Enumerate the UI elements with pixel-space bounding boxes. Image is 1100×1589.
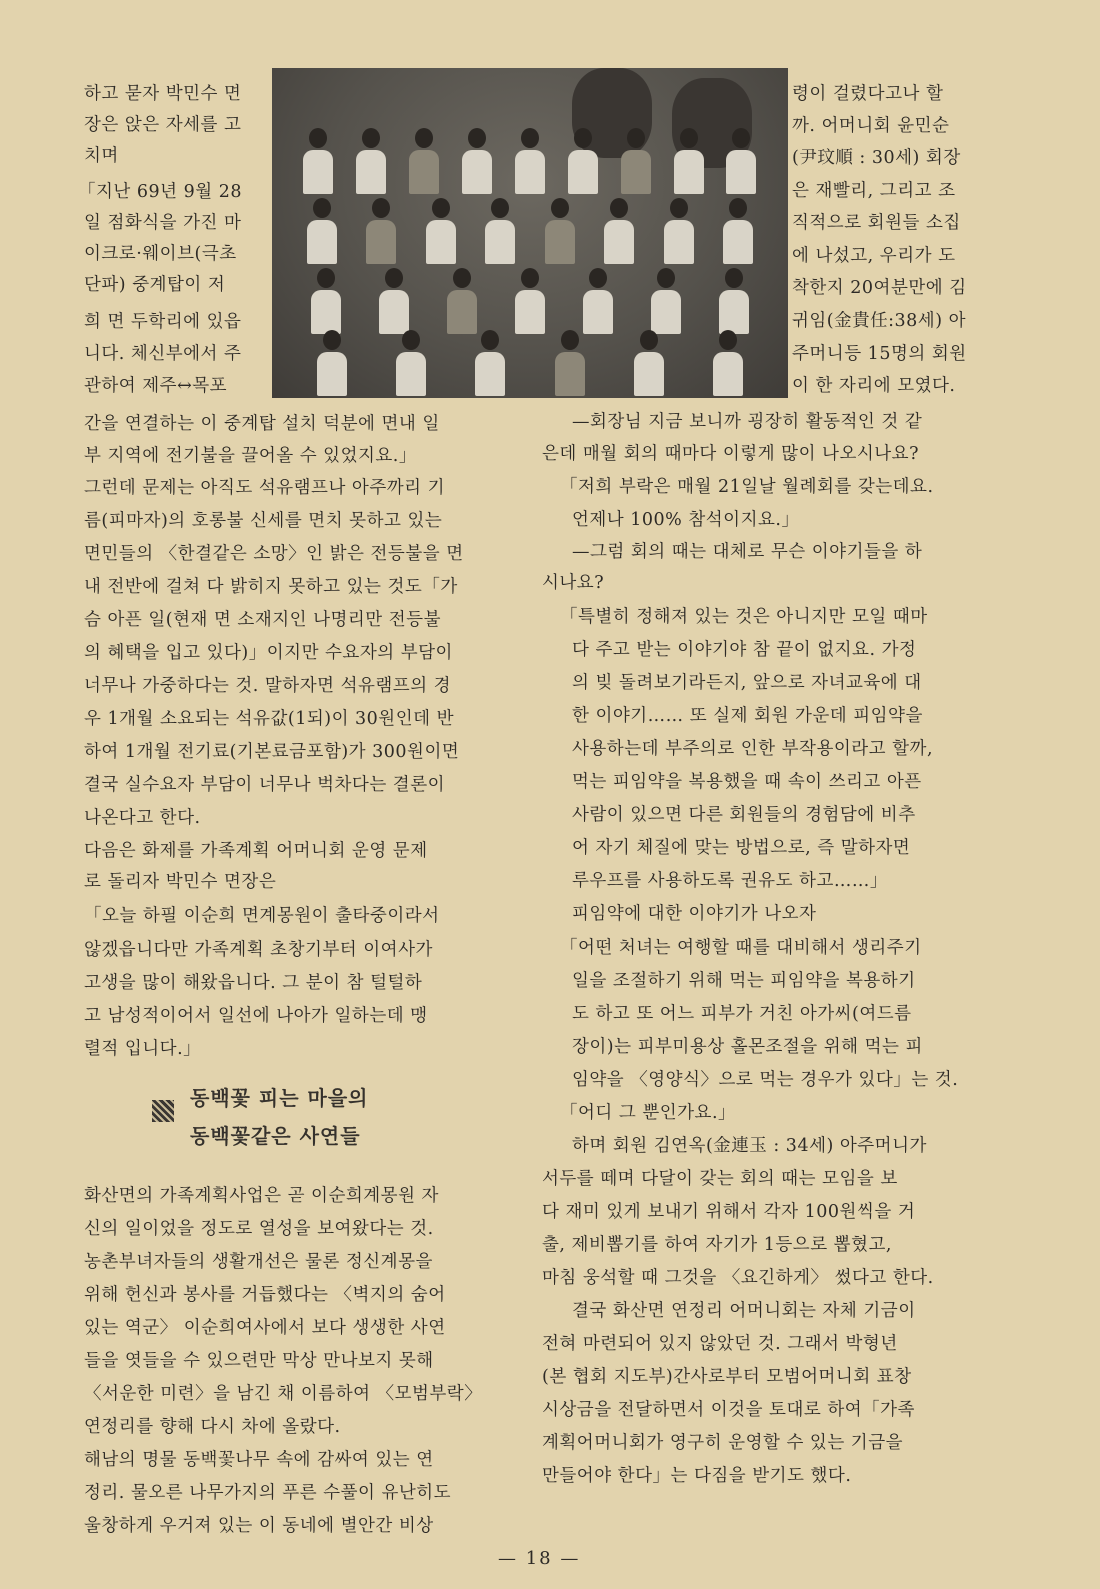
text-line: 다 주고 받는 이야기야 참 끝이 없지요. 가정	[572, 640, 917, 660]
person-figure	[664, 198, 694, 262]
text-line: —회장님 지금 보니까 굉장히 활동적인 것 같	[572, 412, 923, 432]
text-line: 어 자기 체질에 맞는 방법으로, 즉 말하자면	[572, 838, 911, 858]
text-line: (尹玟順 : 30세) 회장	[792, 148, 961, 168]
text-line: 렬적 입니다.」	[84, 1039, 202, 1059]
text-line: 전혀 마련되어 있지 않았던 것. 그래서 박형년	[542, 1334, 898, 1354]
person-figure	[545, 198, 575, 262]
text-line: 주머니등 15명의 회원	[792, 344, 967, 364]
text-line: 정리. 물오른 나무가지의 푸른 수풀이 유난히도	[84, 1483, 452, 1503]
person-figure	[462, 128, 492, 192]
person-figure	[604, 198, 634, 262]
text-line: 하며 회원 김연옥(金連玉 : 34세) 아주머니가	[572, 1136, 927, 1156]
text-line: 사람이 있으면 다른 회원들의 경험담에 비추	[572, 805, 916, 825]
text-line: 관하여 제주↔목포	[84, 376, 228, 396]
text-line: 일을 조절하기 위해 먹는 피임약을 복용하기	[572, 971, 916, 991]
person-figure	[409, 128, 439, 192]
text-line: 위해 헌신과 봉사를 거듭했다는 〈벽지의 숨어	[84, 1285, 446, 1305]
text-line: 의 빚 돌려보기라든지, 앞으로 자녀교육에 대	[572, 673, 922, 693]
text-line: 「지난 69년 9월 28	[78, 182, 242, 202]
text-line: 직적으로 회원들 소집	[792, 213, 961, 233]
text-line: 「오늘 하필 이순희 면계몽원이 출타중이라서	[84, 906, 440, 926]
text-line: 름(피마자)의 호롱불 신세를 면치 못하고 있는	[84, 511, 443, 531]
person-figure	[713, 330, 743, 394]
text-line: 농촌부녀자들의 생활개선은 물론 정신계몽을	[84, 1252, 433, 1272]
text-line: 은데 매월 회의 때마다 이렇게 많이 나오시나요?	[542, 444, 919, 464]
person-figure	[621, 128, 651, 192]
text-line: 하고 묻자 박민수 면	[84, 84, 242, 104]
person-figure	[726, 128, 756, 192]
photo-front-row	[292, 268, 768, 338]
text-line: 언제나 100% 참석이지요.」	[572, 510, 800, 530]
group-photo	[272, 68, 788, 398]
person-figure	[674, 128, 704, 192]
section-heading-line1: 동백꽃 피는 마을의	[190, 1086, 369, 1110]
text-line: 슴 아픈 일(현재 면 소재지인 나명리만 전등불	[84, 610, 441, 630]
photo-back-row	[292, 128, 768, 198]
text-line: 일 점화식을 가진 마	[84, 213, 242, 233]
person-figure	[356, 128, 386, 192]
person-figure	[485, 198, 515, 262]
text-line: 「어떤 처녀는 여행할 때를 대비해서 생리주기	[560, 938, 922, 958]
text-line: 로 돌리자 박민수 면장은	[84, 872, 277, 892]
text-line: 착한지 20여분만에 김	[792, 278, 967, 298]
text-line: 니다. 체신부에서 주	[84, 344, 242, 364]
text-line: —그럼 회의 때는 대체로 무슨 이야기들을 하	[572, 542, 923, 562]
text-line: 서두를 떼며 다달이 갖는 회의 때는 모임을 보	[542, 1169, 898, 1189]
text-line: 연정리를 향해 다시 차에 올랐다.	[84, 1417, 341, 1437]
text-line: 고생을 많이 해왔읍니다. 그 분이 참 털털하	[84, 973, 423, 993]
text-line: 결국 화산면 연정리 어머니회는 자체 기금이	[572, 1301, 916, 1321]
text-line: 있는 역군〉 이순희여사에서 보다 생생한 사연	[84, 1318, 446, 1338]
text-line: 귀임(金貴任:38세) 아	[792, 311, 967, 331]
text-line: 치며	[84, 146, 119, 166]
text-line: 「어디 그 뿐인가요.」	[560, 1103, 737, 1123]
text-line: 계획어머니회가 영구히 운영할 수 있는 기금을	[542, 1433, 904, 1453]
person-figure	[447, 268, 477, 332]
text-line: 울창하게 우거져 있는 이 동네에 별안간 비상	[84, 1516, 434, 1536]
person-figure	[311, 268, 341, 332]
page-number: — 18 —	[498, 1548, 581, 1569]
person-figure	[366, 198, 396, 262]
text-line: 다 재미 있게 보내기 위해서 각자 100원씩을 거	[542, 1202, 916, 1222]
text-line: 령이 걸렸다고나 할	[792, 84, 944, 104]
text-line: 시상금을 전달하면서 이것을 토대로 하여「가족	[542, 1400, 915, 1420]
person-figure	[379, 268, 409, 332]
person-figure	[634, 330, 664, 394]
text-line: 〈서운한 미련〉을 남긴 채 이름하여 〈모범부락〉	[84, 1384, 483, 1404]
text-line: 신의 일이었을 정도로 열성을 보여왔다는 것.	[84, 1219, 434, 1239]
person-figure	[651, 268, 681, 332]
photo-middle-row	[292, 198, 768, 268]
text-line: 사용하는데 부주의로 인한 부작용이라고 할까,	[572, 739, 934, 759]
text-line: 까. 어머니회 윤민순	[792, 116, 950, 136]
text-line: 단파) 중계탑이 저	[84, 275, 226, 295]
text-line: 화산면의 가족계획사업은 곧 이순희계몽원 자	[84, 1186, 439, 1206]
text-line: 도 하고 또 어느 피부가 거친 아가씨(여드름	[572, 1004, 912, 1024]
text-line: 이 한 자리에 모였다.	[792, 376, 956, 396]
text-line: 한 이야기…… 또 실제 회원 가운데 피임약을	[572, 706, 923, 726]
section-heading-line2: 동백꽃같은 사연들	[190, 1124, 361, 1148]
text-line: 임약을 〈영양식〉으로 먹는 경우가 있다」는 것.	[572, 1070, 959, 1090]
person-figure	[307, 198, 337, 262]
text-line: 고 남성적이어서 일선에 나아가 일하는데 맹	[84, 1006, 428, 1026]
person-figure	[515, 268, 545, 332]
person-figure	[583, 268, 613, 332]
text-line: 피임약에 대한 이야기가 나오자	[572, 904, 817, 924]
text-line: 장이)는 피부미용상 홀몬조절을 위해 먹는 피	[572, 1037, 923, 1057]
text-line: 에 나섰고, 우리가 도	[792, 246, 956, 266]
text-line: 「특별히 정해져 있는 것은 아니지만 모일 때마	[560, 607, 928, 627]
text-line: (본 협회 지도부)간사로부터 모범어머니회 표창	[542, 1367, 912, 1387]
text-line: 해남의 명물 동백꽃나무 속에 감싸여 있는 연	[84, 1450, 434, 1470]
text-line: 하여 1개월 전기료(기본료금포함)가 300원이면	[84, 742, 460, 762]
person-figure	[426, 198, 456, 262]
section-bullet-icon	[152, 1100, 174, 1122]
text-line: 않겠읍니다만 가족계획 초창기부터 이여사가	[84, 940, 433, 960]
text-line: 시나요?	[542, 573, 605, 593]
text-line: 먹는 피임약을 복용했을 때 속이 쓰리고 아픈	[572, 772, 922, 792]
text-line: 결국 실수요자 부담이 너무나 벅차다는 결론이	[84, 775, 446, 795]
text-line: 면민들의 〈한결같은 소망〉인 밝은 전등불을 면	[84, 544, 464, 564]
text-line: 「저희 부락은 매월 21일날 월례회를 갖는데요.	[560, 477, 934, 497]
text-line: 만들어야 한다」는 다짐을 받기도 했다.	[542, 1466, 852, 1486]
person-figure	[515, 128, 545, 192]
text-line: 루우프를 사용하도록 권유도 하고……」	[572, 871, 888, 891]
person-figure	[475, 330, 505, 394]
text-line: 부 지역에 전기불을 끌어올 수 있었지요.」	[84, 446, 417, 466]
text-line: 다음은 화제를 가족계획 어머니회 운영 문제	[84, 841, 428, 861]
person-figure	[555, 330, 585, 394]
text-line: 간을 연결하는 이 중계탑 설치 덕분에 면내 일	[84, 414, 440, 434]
text-line: 들을 엿들을 수 있으련만 막상 만나보지 못해	[84, 1351, 434, 1371]
person-figure	[396, 330, 426, 394]
text-line: 희 면 두학리에 있읍	[84, 312, 242, 332]
text-line: 내 전반에 걸쳐 다 밝히지 못하고 있는 것도「가	[84, 577, 458, 597]
text-line: 나온다고 한다.	[84, 808, 201, 828]
text-line: 너무나 가중하다는 것. 말하자면 석유램프의 경	[84, 676, 452, 696]
text-line: 의 혜택을 입고 있다)」이지만 수요자의 부담이	[84, 643, 453, 663]
text-line: 마침 웅석할 때 그것을 〈요긴하게〉 썼다고 한다.	[542, 1268, 934, 1288]
photo-bottom-row	[292, 330, 768, 398]
text-line: 이크로·웨이브(극초	[84, 244, 237, 264]
text-line: 은 재빨리, 그리고 조	[792, 181, 956, 201]
text-line: 그런데 문제는 아직도 석유램프나 아주까리 기	[84, 478, 446, 498]
text-line: 우 1개월 소요되는 석유값(1되)이 30원인데 반	[84, 709, 454, 729]
text-line: 장은 앉은 자세를 고	[84, 115, 242, 135]
person-figure	[317, 330, 347, 394]
person-figure	[719, 268, 749, 332]
person-figure	[568, 128, 598, 192]
person-figure	[303, 128, 333, 192]
person-figure	[723, 198, 753, 262]
text-line: 출, 제비뽑기를 하여 자기가 1등으로 뽑혔고,	[542, 1235, 892, 1255]
